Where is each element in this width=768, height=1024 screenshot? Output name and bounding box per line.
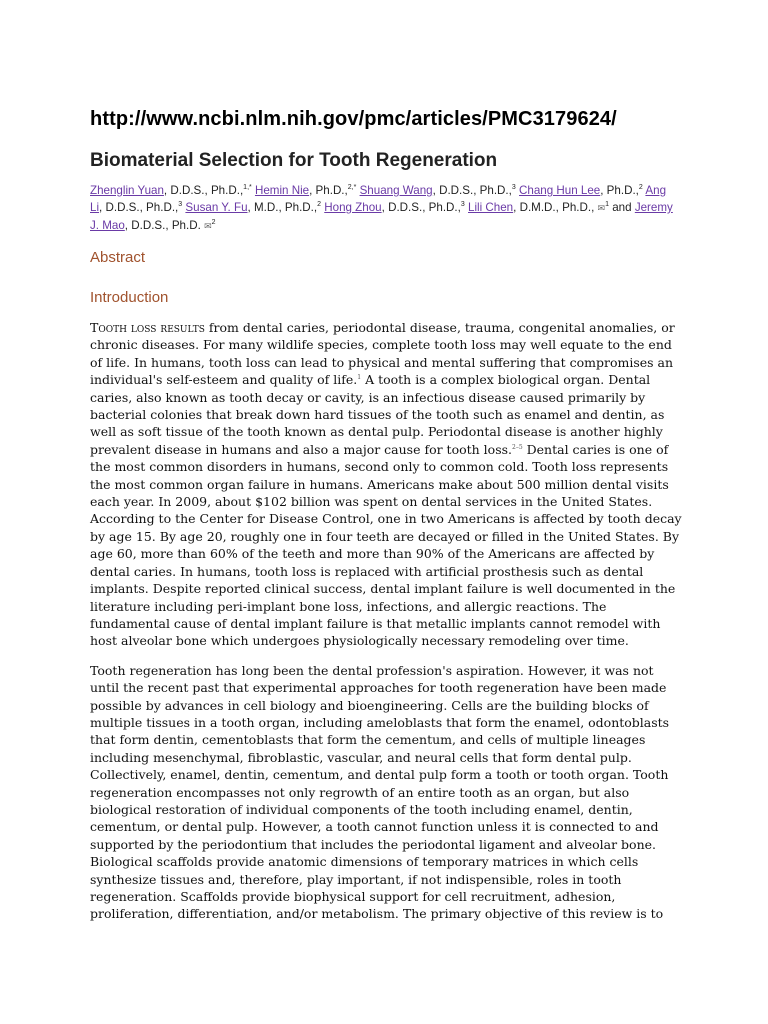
- article-url[interactable]: http://www.ncbi.nlm.nih.gov/pmc/articles/PMC3179624/: [90, 108, 617, 130]
- author-degree: , D.D.S., Ph.D.,: [163, 184, 244, 197]
- author-affiliation: 3: [178, 201, 183, 209]
- author-degree: , Ph.D.,: [309, 184, 348, 197]
- author-degree: , D.M.D., Ph.D.,: [513, 201, 595, 214]
- paragraph-text: Dental caries is one of the most common disorders in humans, second only to common cold. Tooth loss represents the most common organ failure in humans. Americans make about 500 million dental visits each year. In 2009, about $102 billion was spent on dental services in the United States. According to the Center for Disease Control, one in two Americans is affected by tooth decay by age 15. By age 20, roughly one in four teeth are decayed or filled in the United States. By age 60, more than 60% of the teeth and more than 90% of the Americans are affected by dental caries. In humans, tooth loss is replaced with artificial prosthesis such as dental implants. Despite reported clinical success, dental implant failure is well documented in the literature including peri-implant bone loss, infections, and allergic reactions. The fundamental cause of dental implant failure is that metallic implants cannot remodel with host alveolar bone which undergoes physiologically necessary remodeling over time.: [90, 441, 682, 649]
- author-degree: , D.D.S., Ph.D.,: [99, 201, 179, 214]
- author-list: [90, 182, 680, 235]
- reference-link[interactable]: 1: [357, 374, 362, 382]
- author-link[interactable]: Hong Zhou: [324, 201, 382, 214]
- lead-in-text: Tooth loss results: [90, 320, 205, 335]
- author-link[interactable]: Susan Y. Fu: [185, 201, 248, 214]
- author-link[interactable]: Hemin Nie: [254, 184, 310, 197]
- email-icon[interactable]: ✉: [204, 221, 212, 231]
- reference-link[interactable]: 2–5: [512, 443, 523, 451]
- author-affiliation: 1,*: [243, 184, 252, 192]
- author-affiliation: 1: [605, 201, 609, 209]
- author-degree: , D.D.S., Ph.D.,: [432, 184, 512, 197]
- author-link[interactable]: Lili Chen: [468, 201, 514, 214]
- abstract-heading[interactable]: Abstract: [90, 249, 146, 266]
- author-degree: , M.D., Ph.D.,: [247, 201, 318, 214]
- author-degree: , Ph.D.,: [600, 184, 639, 197]
- author-link[interactable]: Zhenglin Yuan: [90, 184, 164, 197]
- article-body: [90, 319, 682, 935]
- author-link[interactable]: Chang Hun Lee: [519, 184, 601, 197]
- paragraph-text: A tooth is a complex biological organ. Dental caries, also known as tooth decay or cavity, is an infectious disease caused primarily by bacterial colonies that break down hard tissues of the tooth such as enamel and dentin, as well as soft tissue of the tooth known as dental pulp. Periodontal disease is another highly prevalent disease in humans and also a major cause for tooth loss.: [90, 372, 665, 457]
- author-degree: , D.D.S., Ph.D.,: [381, 201, 461, 214]
- author-link[interactable]: Ang Li: [90, 184, 667, 214]
- author-link[interactable]: Shuang Wang: [359, 184, 433, 197]
- email-icon[interactable]: ✉: [597, 203, 606, 213]
- introduction-heading[interactable]: Introduction: [90, 289, 169, 306]
- author-link[interactable]: Jeremy J. Mao: [90, 201, 673, 232]
- author-affiliation: 2: [211, 219, 216, 227]
- article-title: Biomaterial Selection for Tooth Regeneration: [90, 150, 498, 171]
- paragraph: [90, 319, 682, 650]
- and-text: and: [612, 201, 632, 214]
- author-affiliation: 3: [511, 184, 516, 192]
- author-affiliation: 2: [638, 184, 643, 192]
- paragraph-text: from dental caries, periodontal disease, trauma, congenital anomalies, or chronic diseases. For many wildlife species, complete tooth loss may well equate to the end of life. In humans, tooth loss can lead to physical and mental suffering that compromises an individual's self-esteem and quality of life.: [90, 320, 675, 388]
- paragraph: Tooth regeneration has long been the dental profession's aspiration. However, it was not until the recent past that experimental approaches for tooth regeneration have been made possible by advances in cell biology and bioengineering. Cells are the building blocks of multiple tissues in a tooth organ, including ameloblasts that form the enamel, odontoblasts that form dentin, cementoblasts that form the cementum, and cells of multiple lineages including mesenchymal, fibroblastic, vascular, and neural cells that form dental pulp. Collectively, enamel, dentin, cementum, and dental pulp form a tooth or tooth organ. Tooth regeneration encompasses not only regrowth of an entire tooth as an organ, but also biological restoration of individual components of the tooth including enamel, dentin, cementum, or dental pulp. However, a tooth cannot function unless it is connected to and supported by the periodontium that includes the periodontal ligament and alveolar bone. Biological scaffolds provide anatomic dimensions of temporary matrices in which cells synthesize tissues and, therefore, play important, if not indispensible, roles in tooth regeneration. Scaffolds provide biophysical support for cell recruitment, adhesion, proliferation, differentiation, and/or metabolism. The primary objective of this review is to: [90, 662, 670, 922]
- author-affiliation: 2,*: [347, 184, 357, 192]
- author-affiliation: 3: [460, 201, 465, 209]
- author-degree: , D.D.S., Ph.D.: [124, 219, 201, 232]
- author-affiliation: 2: [317, 201, 322, 209]
